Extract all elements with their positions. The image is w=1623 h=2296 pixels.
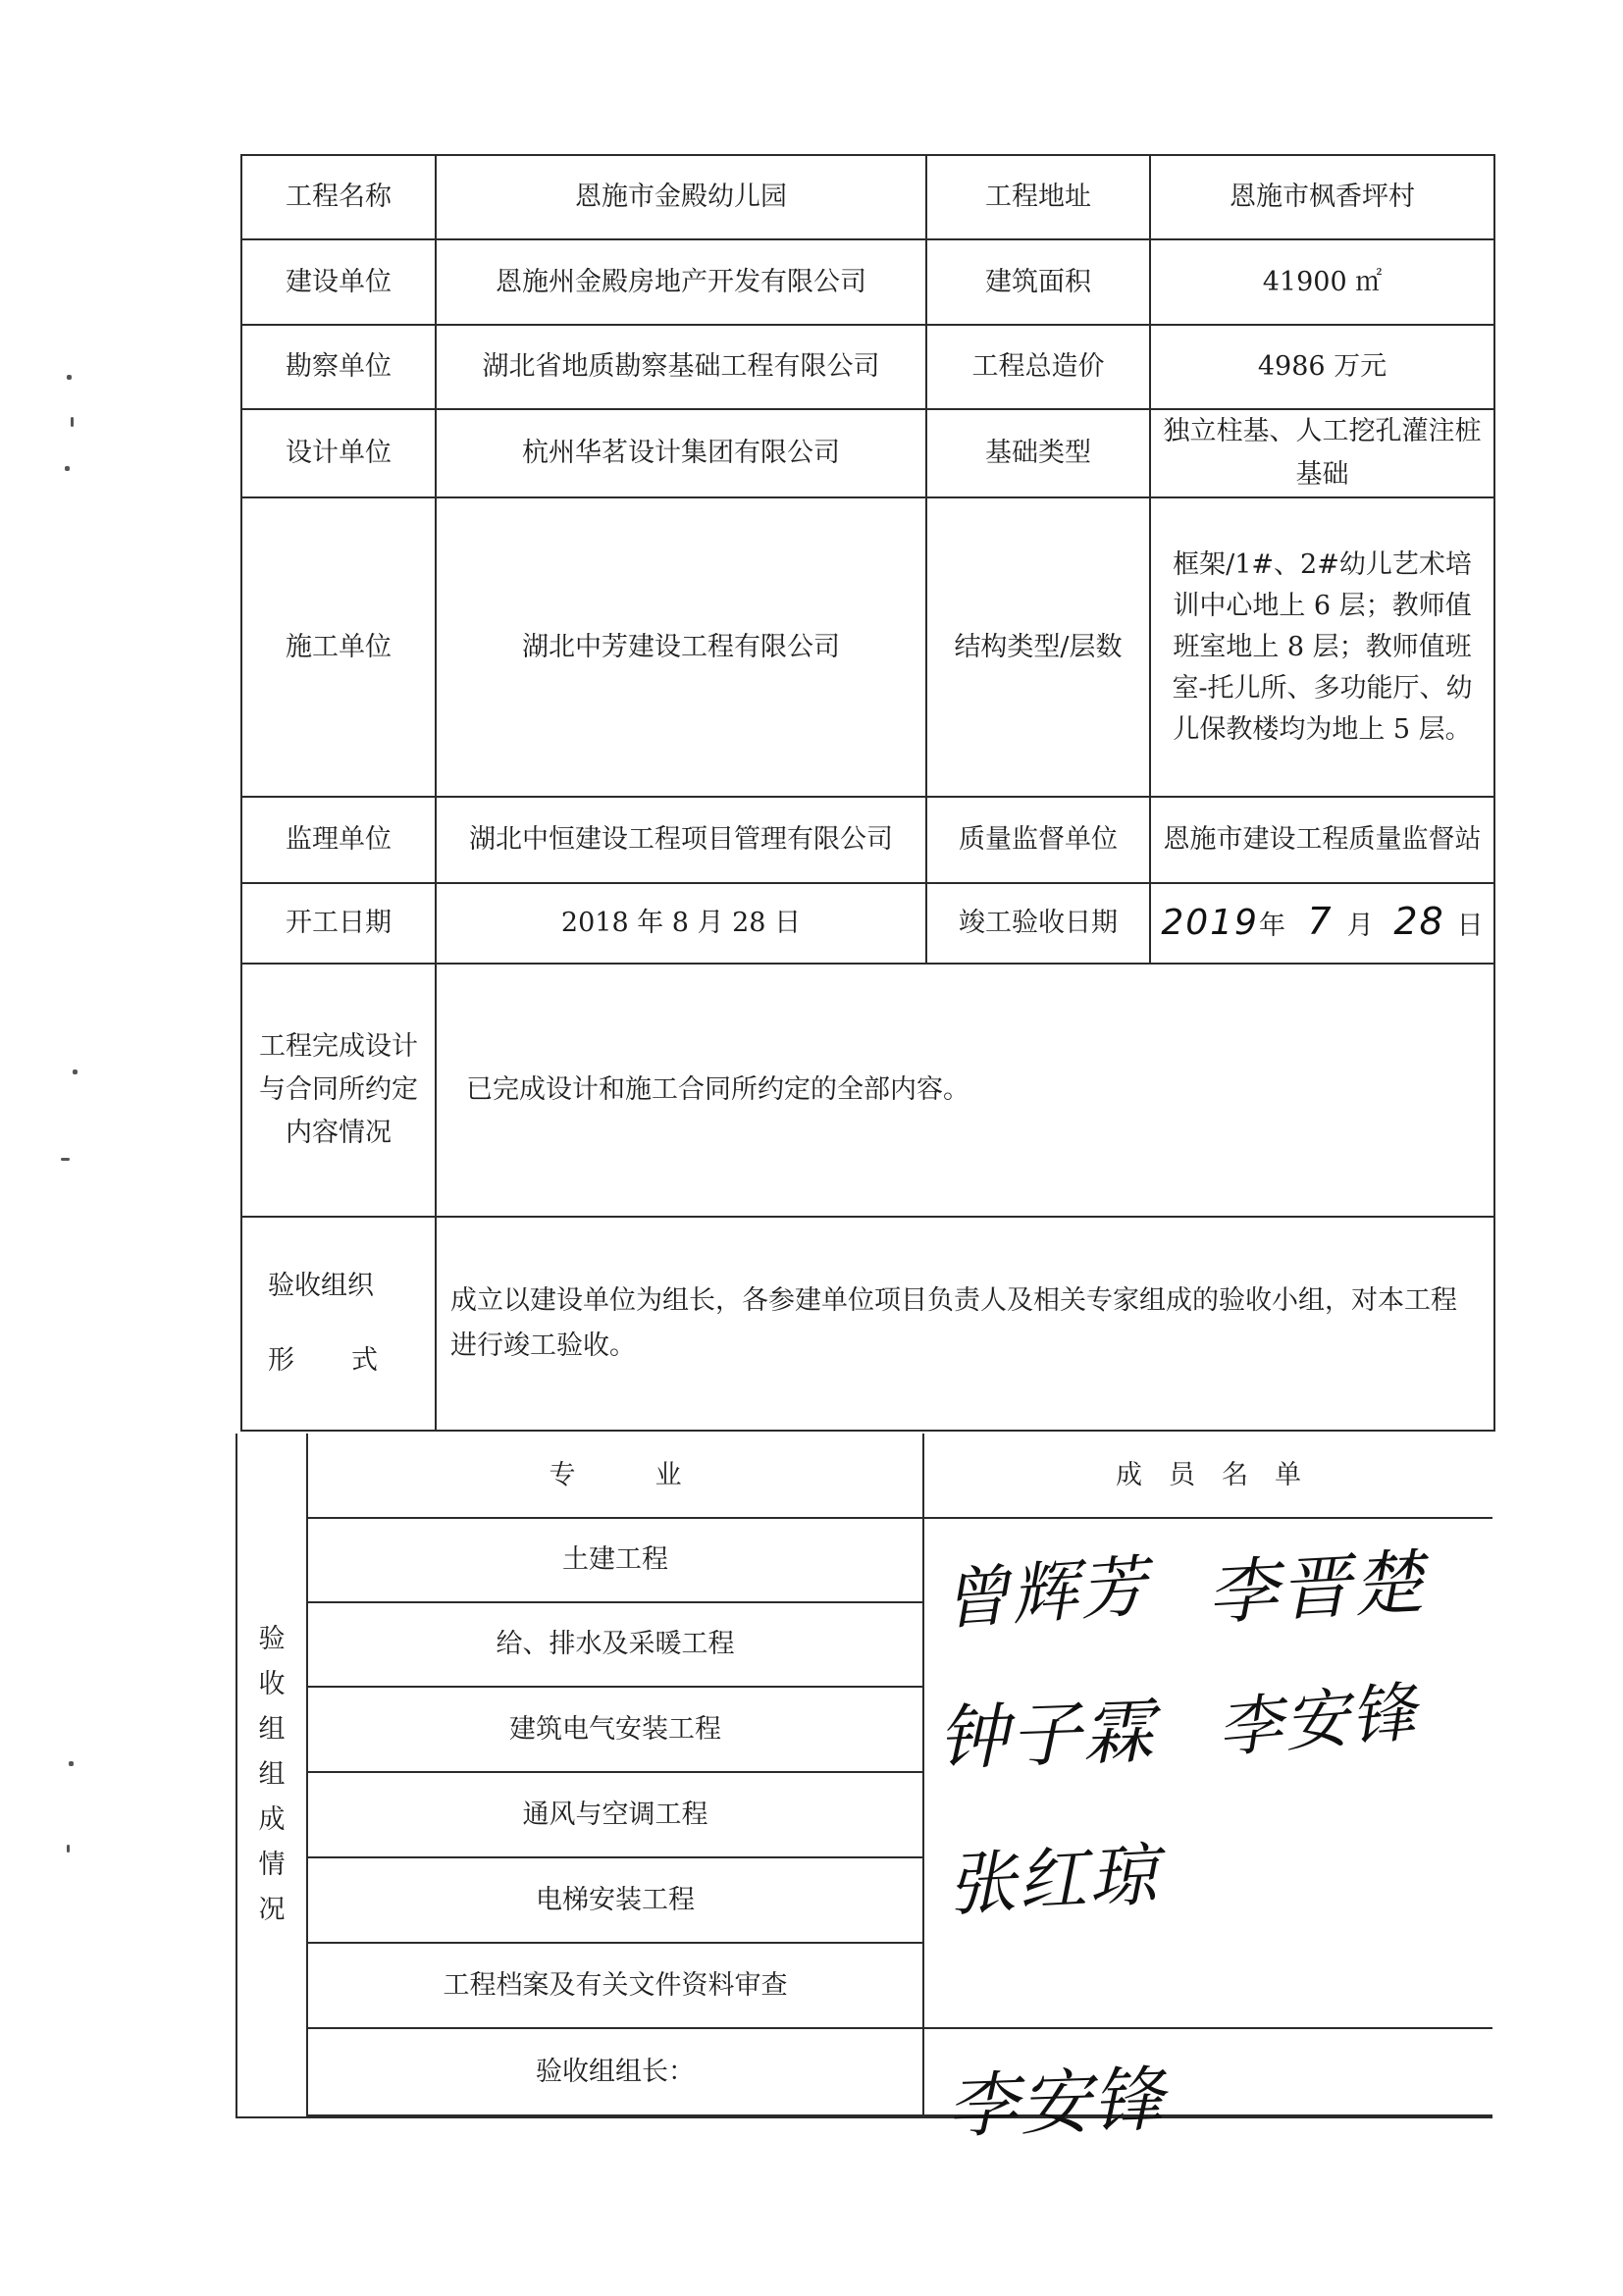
value-floor-area: 41900 ㎡ xyxy=(1150,239,1494,325)
project-info-table xyxy=(240,154,1495,1432)
value-quality-supervision: 恩施市建设工程质量监督站 xyxy=(1150,797,1494,883)
label-design-unit: 设计单位 xyxy=(241,409,436,497)
label-org-form-char1: 形 xyxy=(268,1345,294,1376)
scan-speck xyxy=(69,1761,74,1766)
acceptance-year-handwritten: 2019 xyxy=(1161,902,1259,943)
label-group-leader: 验收组组长： xyxy=(308,2028,923,2115)
group-char-2: 收 xyxy=(258,1669,286,1699)
row-builder-unit xyxy=(241,497,1494,797)
group-char-5: 成 xyxy=(258,1804,286,1835)
scan-speck xyxy=(61,1158,70,1161)
scan-speck xyxy=(73,1070,78,1074)
label-acceptance-date: 竣工验收日期 xyxy=(926,883,1150,964)
signature-member-4: 李安锋 xyxy=(1214,1674,1421,1767)
signature-member-5: 张红琼 xyxy=(945,1834,1162,1926)
header-specialty: 专 业 xyxy=(308,1434,923,1518)
value-total-cost: 4986 万元 xyxy=(1150,325,1494,409)
specialty-hvac: 通风与空调工程 xyxy=(308,1772,923,1857)
label-project-name: 工程名称 xyxy=(241,155,436,239)
label-quality-supervision: 质量监督单位 xyxy=(926,797,1150,883)
members-header-row xyxy=(308,1434,1492,1518)
acceptance-year-suffix: 年 xyxy=(1258,910,1285,941)
signature-member-3: 钟子霖 xyxy=(935,1690,1157,1780)
group-char-3: 组 xyxy=(258,1714,286,1745)
label-start-date: 开工日期 xyxy=(241,883,436,964)
label-total-cost: 工程总造价 xyxy=(926,325,1150,409)
value-acceptance-date xyxy=(1150,883,1494,964)
group-char-6: 情 xyxy=(258,1850,286,1880)
group-char-1: 验 xyxy=(258,1624,286,1654)
value-project-address: 恩施市枫香坪村 xyxy=(1150,155,1494,239)
row-dates xyxy=(241,883,1494,964)
value-org-form: 成立以建设单位为组长，各参建单位项目负责人及相关专家组成的验收小组，对本工程进行竣工验收。 xyxy=(436,1217,1494,1431)
row-completion-content xyxy=(241,964,1494,1217)
label-construction-unit: 建设单位 xyxy=(241,239,436,325)
label-survey-unit: 勘察单位 xyxy=(241,325,436,409)
specialty-documents: 工程档案及有关文件资料审查 xyxy=(308,1943,923,2028)
row-construction-unit xyxy=(241,239,1494,325)
label-group-composition xyxy=(236,1434,307,2117)
label-foundation-type: 基础类型 xyxy=(926,409,1150,497)
value-construction-unit: 恩施州金殿房地产开发有限公司 xyxy=(436,239,926,325)
label-project-address: 工程地址 xyxy=(926,155,1150,239)
specialty-elevator: 电梯安装工程 xyxy=(308,1857,923,1943)
signature-member-2: 李晋楚 xyxy=(1205,1540,1428,1635)
signature-leader: 李安锋 xyxy=(945,2058,1167,2148)
value-survey-unit: 湖北省地质勘察基础工程有限公司 xyxy=(436,325,926,409)
label-org-form-line2 xyxy=(268,1333,425,1388)
row-supervision-unit xyxy=(241,797,1494,883)
acceptance-day-handwritten: 28 xyxy=(1393,899,1445,943)
value-project-name: 恩施市金殿幼儿园 xyxy=(436,155,926,239)
value-start-date: 2018 年 8 月 28 日 xyxy=(436,883,926,964)
value-supervision-unit: 湖北中恒建设工程项目管理有限公司 xyxy=(436,797,926,883)
value-design-unit: 杭州华茗设计集团有限公司 xyxy=(436,409,926,497)
label-supervision-unit: 监理单位 xyxy=(241,797,436,883)
row-survey-unit xyxy=(241,325,1494,409)
leader-row xyxy=(308,2028,1492,2115)
scan-speck xyxy=(67,1845,70,1852)
label-structure-type: 结构类型/层数 xyxy=(926,497,1150,797)
acceptance-month-handwritten: 7 xyxy=(1307,899,1334,943)
specialty-electrical: 建筑电气安装工程 xyxy=(308,1687,923,1772)
acceptance-month-suffix: 月 xyxy=(1346,910,1374,941)
value-foundation-type: 独立柱基、人工挖孔灌注桩基础 xyxy=(1150,409,1494,497)
signature-member-1: 曾辉芳 xyxy=(939,1547,1151,1641)
specialty-civil: 土建工程 xyxy=(308,1518,923,1602)
row-design-unit xyxy=(241,409,1494,497)
scan-speck xyxy=(65,466,70,471)
value-builder-unit: 湖北中芳建设工程有限公司 xyxy=(436,497,926,797)
label-floor-area: 建筑面积 xyxy=(926,239,1150,325)
acceptance-day-suffix: 日 xyxy=(1456,910,1484,941)
scan-speck xyxy=(67,375,72,380)
label-org-form xyxy=(241,1217,436,1431)
value-completion-content: 已完成设计和施工合同所约定的全部内容。 xyxy=(436,964,1494,1217)
label-org-form-line1: 验收组织 xyxy=(268,1271,374,1301)
row-project-name xyxy=(241,155,1494,239)
label-builder-unit: 施工单位 xyxy=(241,497,436,797)
label-org-form-char2: 式 xyxy=(351,1345,378,1376)
row-org-form xyxy=(241,1217,1494,1431)
value-structure-type: 框架/1#、2#幼儿艺术培训中心地上 6 层；教师值班室地上 8 层；教师值班室-托儿所、多功能厅、幼儿保教楼均为地上 5 层。 xyxy=(1150,497,1494,797)
specialty-plumbing: 给、排水及采暖工程 xyxy=(308,1602,923,1687)
scan-speck xyxy=(71,417,74,427)
group-char-7: 况 xyxy=(258,1895,286,1925)
group-char-4: 组 xyxy=(258,1759,286,1790)
header-members: 成 员 名 单 xyxy=(923,1434,1492,1518)
label-completion-content: 工程完成设计与合同所约定内容情况 xyxy=(241,964,436,1217)
